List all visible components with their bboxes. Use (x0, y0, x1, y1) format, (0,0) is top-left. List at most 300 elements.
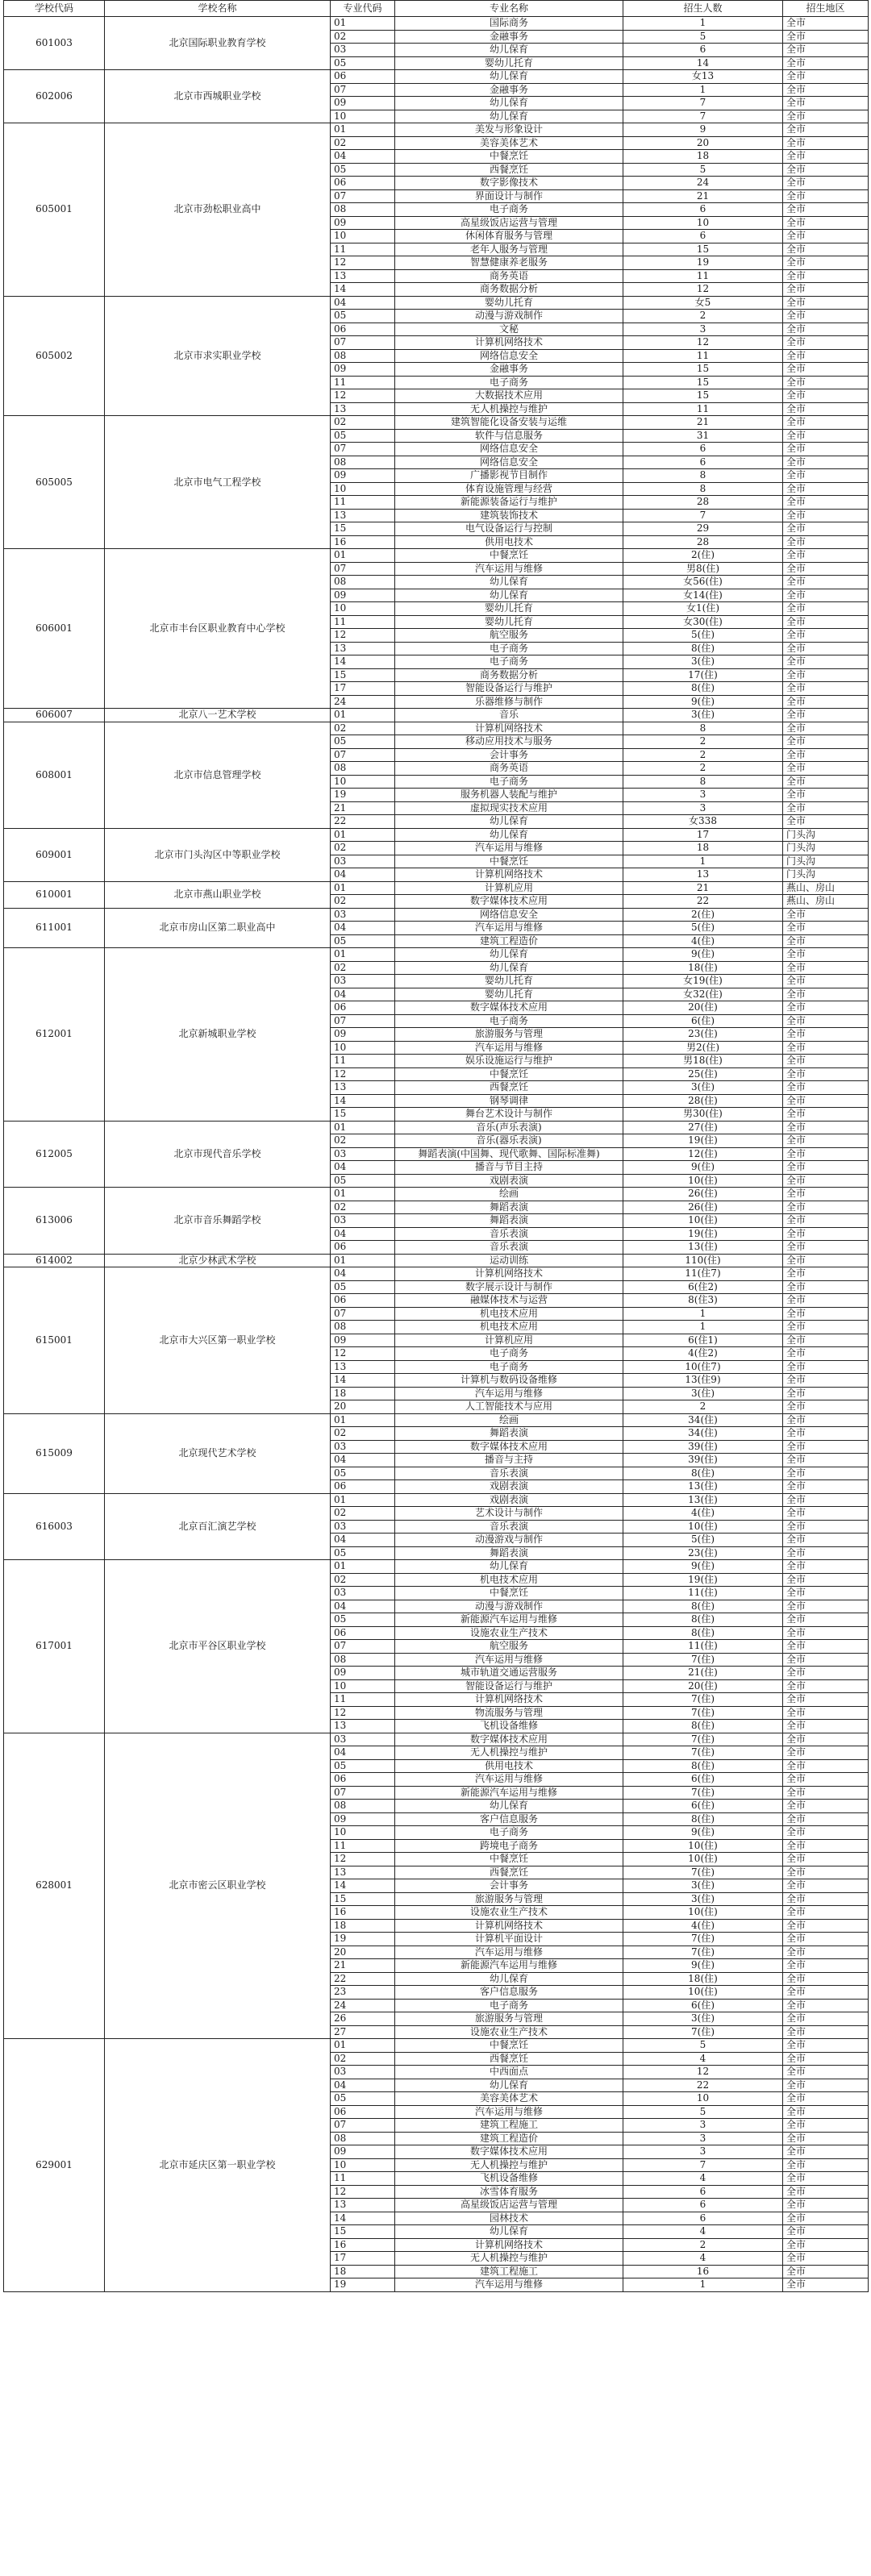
region-cell: 全市 (783, 615, 869, 629)
table-row (4, 881, 869, 895)
major-name-cell: 舞台艺术设计与制作 (395, 1108, 623, 1122)
table-row (4, 123, 869, 137)
major-code-cell: 14 (331, 1094, 395, 1108)
enrollment-cell: 9(住) (623, 1161, 783, 1175)
major-name-cell: 跨境电子商务 (395, 1839, 623, 1853)
region-cell: 全市 (783, 1147, 869, 1161)
region-cell: 全市 (783, 1946, 869, 1959)
major-name-cell: 金融事务 (395, 83, 623, 97)
major-code-cell: 13 (331, 1720, 395, 1733)
major-code-cell: 08 (331, 203, 395, 217)
major-code-cell: 05 (331, 1613, 395, 1627)
region-cell: 门头沟 (783, 842, 869, 855)
major-code-cell: 02 (331, 1573, 395, 1587)
region-cell: 全市 (783, 1800, 869, 1813)
region-cell: 全市 (783, 709, 869, 722)
major-code-cell: 09 (331, 469, 395, 483)
major-code-cell: 03 (331, 975, 395, 988)
major-name-cell: 新能源装备运行与维护 (395, 496, 623, 510)
region-cell: 全市 (783, 1201, 869, 1214)
major-code-cell: 19 (331, 2278, 395, 2292)
major-code-cell: 10 (331, 110, 395, 123)
region-cell: 全市 (783, 2158, 869, 2172)
school-code-cell: 612001 (4, 948, 105, 1122)
major-code-cell: 11 (331, 1839, 395, 1853)
enrollment-cell: 6 (623, 456, 783, 469)
region-cell: 全市 (783, 296, 869, 310)
major-code-cell: 24 (331, 1999, 395, 2012)
major-name-cell: 飞机设备维修 (395, 1720, 623, 1733)
region-cell: 全市 (783, 1773, 869, 1787)
region-cell: 全市 (783, 1906, 869, 1920)
major-code-cell: 04 (331, 296, 395, 310)
major-code-cell: 10 (331, 775, 395, 789)
major-name-cell: 旅游服务与管理 (395, 1028, 623, 1042)
major-name-cell: 戏剧表演 (395, 1493, 623, 1507)
school-name-cell: 北京市求实职业学校 (105, 296, 331, 416)
region-cell: 全市 (783, 1560, 869, 1574)
major-name-cell: 客户信息服务 (395, 1986, 623, 2000)
enrollment-cell: 4 (623, 2252, 783, 2266)
major-code-cell: 02 (331, 2052, 395, 2066)
major-name-cell: 电子商务 (395, 775, 623, 789)
major-name-cell: 建筑工程施工 (395, 2265, 623, 2278)
enrollment-cell: 10(住7) (623, 1360, 783, 1374)
major-name-cell: 幼儿保育 (395, 2079, 623, 2092)
major-name-cell: 文秘 (395, 323, 623, 336)
enrollment-cell: 男30(住) (623, 1108, 783, 1122)
enrollment-cell: 28(住) (623, 1094, 783, 1108)
region-cell: 全市 (783, 203, 869, 217)
region-cell: 全市 (783, 789, 869, 802)
enrollment-cell: 2 (623, 762, 783, 776)
major-name-cell: 中餐烹饪 (395, 855, 623, 868)
major-code-cell: 16 (331, 535, 395, 549)
major-name-cell: 音乐表演 (395, 1227, 623, 1241)
major-name-cell: 电子商务 (395, 1999, 623, 2012)
enrollment-cell: 15 (623, 389, 783, 403)
enrollment-cell: 13(住) (623, 1493, 783, 1507)
school-name-cell: 北京新城职业学校 (105, 948, 331, 1122)
major-name-cell: 汽车运用与维修 (395, 1946, 623, 1959)
table-row (4, 1560, 869, 1574)
enrollment-cell: 6 (623, 230, 783, 243)
enrollment-cell: 13(住) (623, 1480, 783, 1494)
major-code-cell: 04 (331, 1534, 395, 1547)
major-name-cell: 运动训练 (395, 1254, 623, 1267)
school-name-cell: 北京现代艺术学校 (105, 1413, 331, 1493)
enrollment-cell: 11 (623, 269, 783, 283)
major-name-cell: 数字媒体技术应用 (395, 2145, 623, 2159)
region-cell: 全市 (783, 1001, 869, 1015)
major-name-cell: 虚拟现实技术应用 (395, 801, 623, 815)
major-name-cell: 会计事务 (395, 748, 623, 762)
major-code-cell: 08 (331, 456, 395, 469)
major-code-cell: 01 (331, 17, 395, 31)
major-name-cell: 供用电技术 (395, 1759, 623, 1773)
major-name-cell: 城市轨道交通运营服务 (395, 1667, 623, 1680)
major-code-cell: 13 (331, 1081, 395, 1095)
enrollment-cell: 6(住) (623, 1999, 783, 2012)
major-name-cell: 舞蹈表演 (395, 1201, 623, 1214)
major-name-cell: 婴幼儿托育 (395, 615, 623, 629)
enrollment-cell: 26(住) (623, 1201, 783, 1214)
major-name-cell: 计算机网络技术 (395, 1693, 623, 1707)
enrollment-cell: 6(住1) (623, 1334, 783, 1347)
region-cell: 全市 (783, 2079, 869, 2092)
major-name-cell: 音乐表演 (395, 1520, 623, 1534)
region-cell: 全市 (783, 815, 869, 829)
enrollment-cell: 19(住) (623, 1227, 783, 1241)
enrollment-cell: 7(住) (623, 1746, 783, 1760)
major-code-cell: 05 (331, 429, 395, 443)
school-code-cell: 605005 (4, 416, 105, 549)
enrollment-cell: 1 (623, 1321, 783, 1334)
enrollment-cell: 18(住) (623, 1972, 783, 1986)
major-code-cell: 15 (331, 1108, 395, 1122)
major-code-cell: 01 (331, 123, 395, 137)
region-cell: 全市 (783, 1440, 869, 1454)
enrollment-cell: 22 (623, 895, 783, 909)
region-cell: 全市 (783, 1919, 869, 1933)
region-cell: 全市 (783, 44, 869, 57)
major-name-cell: 电子商务 (395, 203, 623, 217)
region-cell: 全市 (783, 1706, 869, 1720)
major-name-cell: 绘画 (395, 1413, 623, 1427)
major-name-cell: 西餐烹饪 (395, 1866, 623, 1879)
region-cell: 全市 (783, 1653, 869, 1667)
region-cell: 全市 (783, 1041, 869, 1055)
enrollment-cell: 3 (623, 323, 783, 336)
region-cell: 全市 (783, 1693, 869, 1707)
major-code-cell: 08 (331, 762, 395, 776)
region-cell: 全市 (783, 482, 869, 496)
major-name-cell: 高星级饭店运营与管理 (395, 216, 623, 230)
major-code-cell: 03 (331, 1214, 395, 1228)
region-cell: 全市 (783, 668, 869, 682)
major-code-cell: 07 (331, 443, 395, 456)
header-enrollment: 招生人数 (623, 1, 783, 17)
major-name-cell: 建筑装饰技术 (395, 509, 623, 522)
enrollment-cell: 10(住) (623, 1986, 783, 2000)
region-cell: 全市 (783, 1626, 869, 1640)
enrollment-cell: 39(住) (623, 1440, 783, 1454)
enrollment-cell: 2(住) (623, 549, 783, 563)
enrollment-cell: 2(住) (623, 908, 783, 922)
region-cell: 全市 (783, 509, 869, 522)
major-code-cell: 06 (331, 323, 395, 336)
region-cell: 全市 (783, 1999, 869, 2012)
major-code-cell: 09 (331, 1667, 395, 1680)
major-code-cell: 27 (331, 2025, 395, 2039)
region-cell: 全市 (783, 1493, 869, 1507)
enrollment-cell: 7(住) (623, 1693, 783, 1707)
region-cell: 全市 (783, 1839, 869, 1853)
enrollment-cell: 3(住) (623, 709, 783, 722)
major-code-cell: 20 (331, 1400, 395, 1414)
major-name-cell: 新能源汽车运用与维修 (395, 1959, 623, 1973)
region-cell: 全市 (783, 1892, 869, 1906)
region-cell: 全市 (783, 1853, 869, 1866)
major-name-cell: 幼儿保育 (395, 1560, 623, 1574)
enrollment-cell: 5 (623, 163, 783, 177)
major-code-cell: 06 (331, 1626, 395, 1640)
school-code-cell: 606001 (4, 549, 105, 709)
region-cell: 门头沟 (783, 828, 869, 842)
region-cell: 全市 (783, 150, 869, 164)
major-code-cell: 06 (331, 2105, 395, 2119)
table-body (4, 17, 869, 2292)
major-name-cell: 幼儿保育 (395, 1972, 623, 1986)
region-cell: 全市 (783, 1467, 869, 1480)
enrollment-cell: 15 (623, 376, 783, 389)
major-code-cell: 05 (331, 934, 395, 948)
major-code-cell: 03 (331, 1147, 395, 1161)
major-name-cell: 园林技术 (395, 2212, 623, 2225)
major-name-cell: 戏剧表演 (395, 1174, 623, 1188)
major-code-cell: 03 (331, 1440, 395, 1454)
major-name-cell: 舞蹈表演 (395, 1214, 623, 1228)
enrollment-cell: 2 (623, 735, 783, 749)
major-name-cell: 婴幼儿托育 (395, 602, 623, 616)
region-cell: 全市 (783, 682, 869, 696)
region-cell: 全市 (783, 589, 869, 602)
enrollment-cell: 8 (623, 775, 783, 789)
enrollment-cell: 5(住) (623, 629, 783, 643)
school-code-cell: 615009 (4, 1413, 105, 1493)
major-code-cell: 11 (331, 496, 395, 510)
region-cell: 全市 (783, 189, 869, 203)
major-name-cell: 乐器维修与制作 (395, 695, 623, 709)
region-cell: 全市 (783, 748, 869, 762)
major-code-cell: 05 (331, 1174, 395, 1188)
major-name-cell: 动漫与游戏制作 (395, 310, 623, 323)
enrollment-cell: 28 (623, 535, 783, 549)
major-code-cell: 10 (331, 1826, 395, 1840)
major-name-cell: 婴幼儿托育 (395, 56, 623, 70)
table-row (4, 17, 869, 31)
region-cell: 全市 (783, 1174, 869, 1188)
enrollment-cell: 3 (623, 2119, 783, 2133)
region-cell: 全市 (783, 1879, 869, 1893)
school-code-cell: 605001 (4, 123, 105, 297)
region-cell: 全市 (783, 283, 869, 297)
major-name-cell: 网络信息安全 (395, 908, 623, 922)
major-name-cell: 移动应用技术与服务 (395, 735, 623, 749)
table-row (4, 416, 869, 430)
region-cell: 全市 (783, 576, 869, 589)
region-cell: 全市 (783, 269, 869, 283)
region-cell: 全市 (783, 416, 869, 430)
enrollment-cell: 1 (623, 2278, 783, 2292)
major-name-cell: 电子商务 (395, 1347, 623, 1361)
major-name-cell: 绘画 (395, 1188, 623, 1201)
major-name-cell: 计算机网络技术 (395, 336, 623, 350)
major-name-cell: 计算机网络技术 (395, 868, 623, 882)
header-row (4, 1, 869, 17)
major-code-cell: 13 (331, 642, 395, 655)
major-name-cell: 中餐烹饪 (395, 1067, 623, 1081)
enrollment-cell: 7 (623, 2158, 783, 2172)
major-name-cell: 金融事务 (395, 363, 623, 377)
region-cell: 全市 (783, 1014, 869, 1028)
enrollment-cell: 11(住) (623, 1587, 783, 1600)
major-name-cell: 幼儿保育 (395, 589, 623, 602)
enrollment-cell: 1 (623, 1307, 783, 1321)
enrollment-cell: 8 (623, 482, 783, 496)
region-cell: 全市 (783, 1933, 869, 1946)
region-cell: 全市 (783, 801, 869, 815)
region-cell: 全市 (783, 1081, 869, 1095)
region-cell: 全市 (783, 549, 869, 563)
major-code-cell: 16 (331, 2238, 395, 2252)
major-code-cell: 05 (331, 1280, 395, 1294)
major-code-cell: 06 (331, 1294, 395, 1308)
school-name-cell: 北京市密云区职业学校 (105, 1733, 331, 2039)
major-code-cell: 18 (331, 1919, 395, 1933)
region-cell: 全市 (783, 1387, 869, 1400)
major-name-cell: 钢琴调律 (395, 1094, 623, 1108)
admissions-table (3, 0, 869, 2292)
header-major-name: 专业名称 (395, 1, 623, 17)
enrollment-cell: 34(住) (623, 1427, 783, 1441)
region-cell: 全市 (783, 1812, 869, 1826)
region-cell: 全市 (783, 1667, 869, 1680)
region-cell: 全市 (783, 1679, 869, 1693)
major-name-cell: 幼儿保育 (395, 2225, 623, 2239)
major-code-cell: 08 (331, 1800, 395, 1813)
major-code-cell: 12 (331, 1067, 395, 1081)
major-name-cell: 舞蹈表演 (395, 1546, 623, 1560)
school-code-cell: 601003 (4, 17, 105, 70)
major-code-cell: 05 (331, 1759, 395, 1773)
major-code-cell: 02 (331, 30, 395, 44)
major-name-cell: 舞蹈表演(中国舞、现代歌舞、国际标准舞) (395, 1147, 623, 1161)
school-code-cell: 608001 (4, 722, 105, 828)
enrollment-cell: 18(住) (623, 961, 783, 975)
region-cell: 全市 (783, 1267, 869, 1281)
enrollment-cell: 11 (623, 349, 783, 363)
enrollment-cell: 7(住) (623, 1653, 783, 1667)
enrollment-cell: 1 (623, 855, 783, 868)
region-cell: 全市 (783, 1972, 869, 1986)
major-code-cell: 07 (331, 2119, 395, 2133)
major-name-cell: 婴幼儿托育 (395, 975, 623, 988)
major-name-cell: 智慧健康养老服务 (395, 256, 623, 270)
major-code-cell: 16 (331, 1906, 395, 1920)
major-code-cell: 20 (331, 1946, 395, 1959)
table-row (4, 1267, 869, 1281)
major-name-cell: 飞机设备维修 (395, 2172, 623, 2186)
major-code-cell: 11 (331, 1055, 395, 1068)
major-name-cell: 西餐烹饪 (395, 163, 623, 177)
enrollment-cell: 女338 (623, 815, 783, 829)
enrollment-cell: 20 (623, 136, 783, 150)
enrollment-cell: 3(住) (623, 1387, 783, 1400)
major-code-cell: 12 (331, 1706, 395, 1720)
major-code-cell: 08 (331, 576, 395, 589)
enrollment-cell: 4 (623, 2225, 783, 2239)
major-name-cell: 汽车运用与维修 (395, 1653, 623, 1667)
enrollment-cell: 6(住) (623, 1014, 783, 1028)
region-cell: 全市 (783, 1720, 869, 1733)
region-cell: 全市 (783, 1600, 869, 1613)
major-code-cell: 17 (331, 2252, 395, 2266)
major-name-cell: 国际商务 (395, 17, 623, 31)
enrollment-cell: 6 (623, 2185, 783, 2199)
region-cell: 全市 (783, 655, 869, 669)
major-name-cell: 电子商务 (395, 655, 623, 669)
table-row (4, 948, 869, 962)
major-code-cell: 26 (331, 2012, 395, 2026)
major-code-cell: 02 (331, 722, 395, 735)
enrollment-cell: 8(住) (623, 1600, 783, 1613)
enrollment-cell: 女14(住) (623, 589, 783, 602)
header-region: 招生地区 (783, 1, 869, 17)
major-code-cell: 06 (331, 1480, 395, 1494)
region-cell: 全市 (783, 123, 869, 137)
major-name-cell: 美容美体艺术 (395, 2092, 623, 2106)
enrollment-cell: 8(住) (623, 1467, 783, 1480)
major-name-cell: 幼儿保育 (395, 110, 623, 123)
major-name-cell: 幼儿保育 (395, 576, 623, 589)
major-code-cell: 18 (331, 2265, 395, 2278)
region-cell: 全市 (783, 1241, 869, 1255)
enrollment-cell: 2 (623, 2238, 783, 2252)
major-code-cell: 12 (331, 2185, 395, 2199)
enrollment-cell: 7(住) (623, 1733, 783, 1746)
major-name-cell: 计算机网络技术 (395, 1919, 623, 1933)
major-name-cell: 供用电技术 (395, 535, 623, 549)
major-name-cell: 无人机操控与维护 (395, 402, 623, 416)
school-name-cell: 北京少林武术学校 (105, 1254, 331, 1267)
school-code-cell: 629001 (4, 2039, 105, 2292)
major-name-cell: 美发与形象设计 (395, 123, 623, 137)
enrollment-cell: 7 (623, 110, 783, 123)
enrollment-cell: 24 (623, 177, 783, 190)
enrollment-cell: 17(住) (623, 668, 783, 682)
region-cell: 全市 (783, 363, 869, 377)
major-name-cell: 建筑工程施工 (395, 2119, 623, 2133)
major-name-cell: 数字展示设计与制作 (395, 1280, 623, 1294)
major-code-cell: 02 (331, 961, 395, 975)
region-cell: 全市 (783, 83, 869, 97)
region-cell: 全市 (783, 2066, 869, 2079)
enrollment-cell: 8(住) (623, 682, 783, 696)
region-cell: 全市 (783, 2132, 869, 2145)
region-cell: 全市 (783, 243, 869, 256)
major-code-cell: 17 (331, 682, 395, 696)
school-name-cell: 北京市大兴区第一职业学校 (105, 1267, 331, 1414)
major-code-cell: 12 (331, 629, 395, 643)
region-cell: 全市 (783, 1587, 869, 1600)
major-code-cell: 13 (331, 2199, 395, 2212)
major-code-cell: 01 (331, 1188, 395, 1201)
region-cell: 全市 (783, 1866, 869, 1879)
enrollment-cell: 18 (623, 150, 783, 164)
major-code-cell: 07 (331, 1014, 395, 1028)
major-name-cell: 中餐烹饪 (395, 549, 623, 563)
major-name-cell: 电子商务 (395, 376, 623, 389)
major-code-cell: 08 (331, 2132, 395, 2145)
enrollment-cell: 9(住) (623, 1959, 783, 1973)
major-name-cell: 播音与节目主持 (395, 1161, 623, 1175)
major-name-cell: 机电技术应用 (395, 1321, 623, 1334)
major-name-cell: 幼儿保育 (395, 1800, 623, 1813)
enrollment-cell: 4 (623, 2172, 783, 2186)
major-code-cell: 10 (331, 230, 395, 243)
major-name-cell: 动漫与游戏制作 (395, 1600, 623, 1613)
